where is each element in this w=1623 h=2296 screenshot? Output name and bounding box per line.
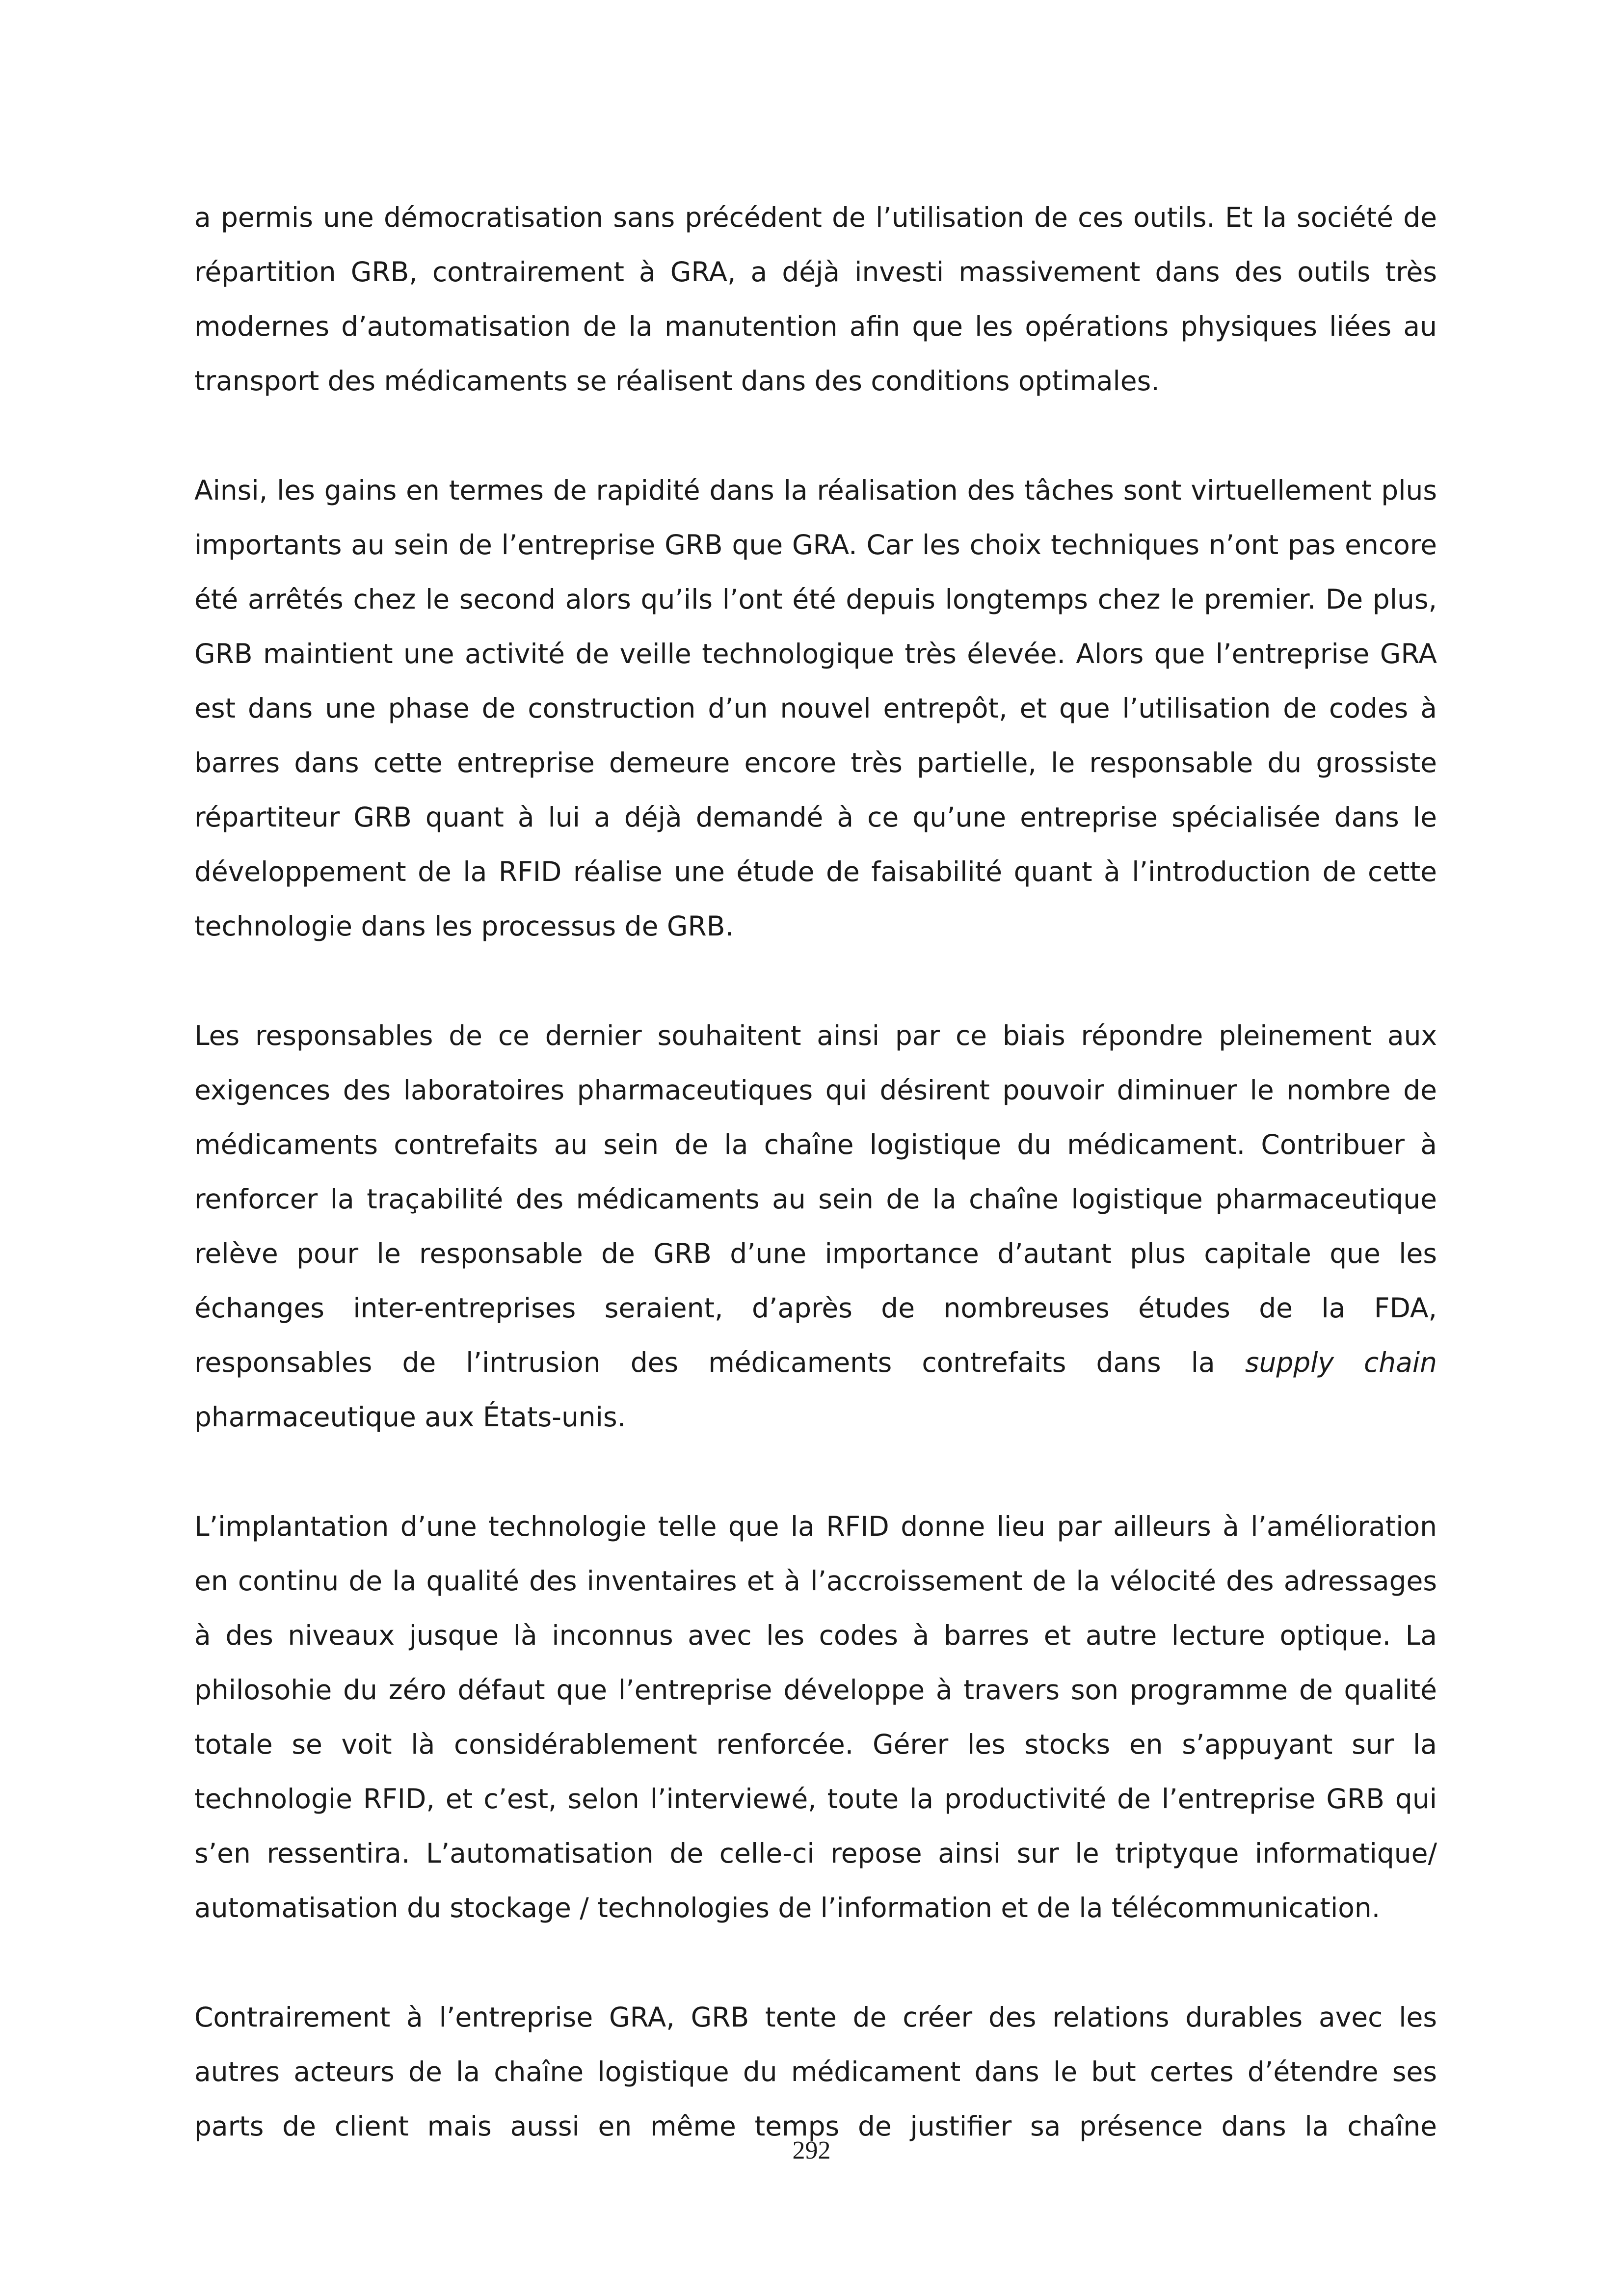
- paragraph-4: L’implantation d’une technologie telle que la RFID donne lieu par ailleurs à l’amélioration en continu de la qualité des inventaires et à l’accroissement de la vélocité des adressages à des niveaux jusque là inconnus avec les codes à barres et autre lecture optique. La philosohie du zéro défaut que l’entreprise développe à travers son programme de qualité totale se voit là considérablement renforcée. Gérer les stocks en s’appuyant sur la technologie RFID, et c’est, selon l’interviewé, toute la productivité de l’entreprise GRB qui s’en ressentira. L’automatisation de celle-ci repose ainsi sur le triptyque informatique/ automatisation du stockage / technologies de l’information et de la télécommunication.: [194, 1511, 1437, 1923]
- paragraph-2: Ainsi, les gains en termes de rapidité dans la réalisation des tâches sont virtuellement plus importants au sein de l’entreprise GRB que GRA. Car les choix techniques n’ont pas encore été arrêtés chez le second alors qu’ils l’ont été depuis longtemps chez le premier. De plus, GRB maintient une activité de veille technologique très élevée. Alors que l’entreprise GRA est dans une phase de construction d’un nouvel entrepôt, et que l’utilisation de codes à barres dans cette entreprise demeure encore très partielle, le responsable du grossiste répartiteur GRB quant à lui a déjà demandé à ce qu’une entreprise spécialisée dans le développement de la RFID réalise une étude de faisabilité quant à l’introduction de cette technologie dans les processus de GRB.: [194, 475, 1437, 942]
- page-number: 292: [792, 2136, 831, 2164]
- paragraph-1: a permis une démocratisation sans précédent de l’utilisation de ces outils. Et la société de répartition GRB, contrairement à GRA, a déjà investi massivement dans des outils très modernes d’automatisation de la manutention afin que les opérations physiques liées au transport des médicaments se réalisent dans des conditions optimales.: [194, 202, 1437, 397]
- paragraph-3-text: Les responsables de ce dernier souhaitent ainsi par ce biais répondre pleinement aux exigences des laboratoires pharmaceutiques qui désirent pouvoir diminuer le nombre de médicaments contrefaits au sein de la chaîne logistique du médicament. Contribuer à renforcer la traçabilité des médicaments au sein de la chaîne logistique pharmaceutique relève pour le responsable de GRB d’une importance d’autant plus capitale que les échanges inter-entreprises seraient, d’après de nombreuses études de la FDA, responsables de l’intrusion des médicaments contrefaits dans la: [194, 1020, 1437, 1378]
- body-text: [194, 190, 1437, 2209]
- paragraph-3-italic-term: supply chain: [1245, 1347, 1437, 1378]
- paragraph-3-tail: pharmaceutique aux États-unis.: [194, 1401, 626, 1433]
- paragraph-3: [194, 1009, 1437, 1444]
- paragraph-5: Contrairement à l’entreprise GRA, GRB tente de créer des relations durables avec les autres acteurs de la chaîne logistique du médicament dans le but certes d’étendre ses parts de client mais aussi en même temps de justifier sa présence dans la chaîne: [194, 2002, 1437, 2142]
